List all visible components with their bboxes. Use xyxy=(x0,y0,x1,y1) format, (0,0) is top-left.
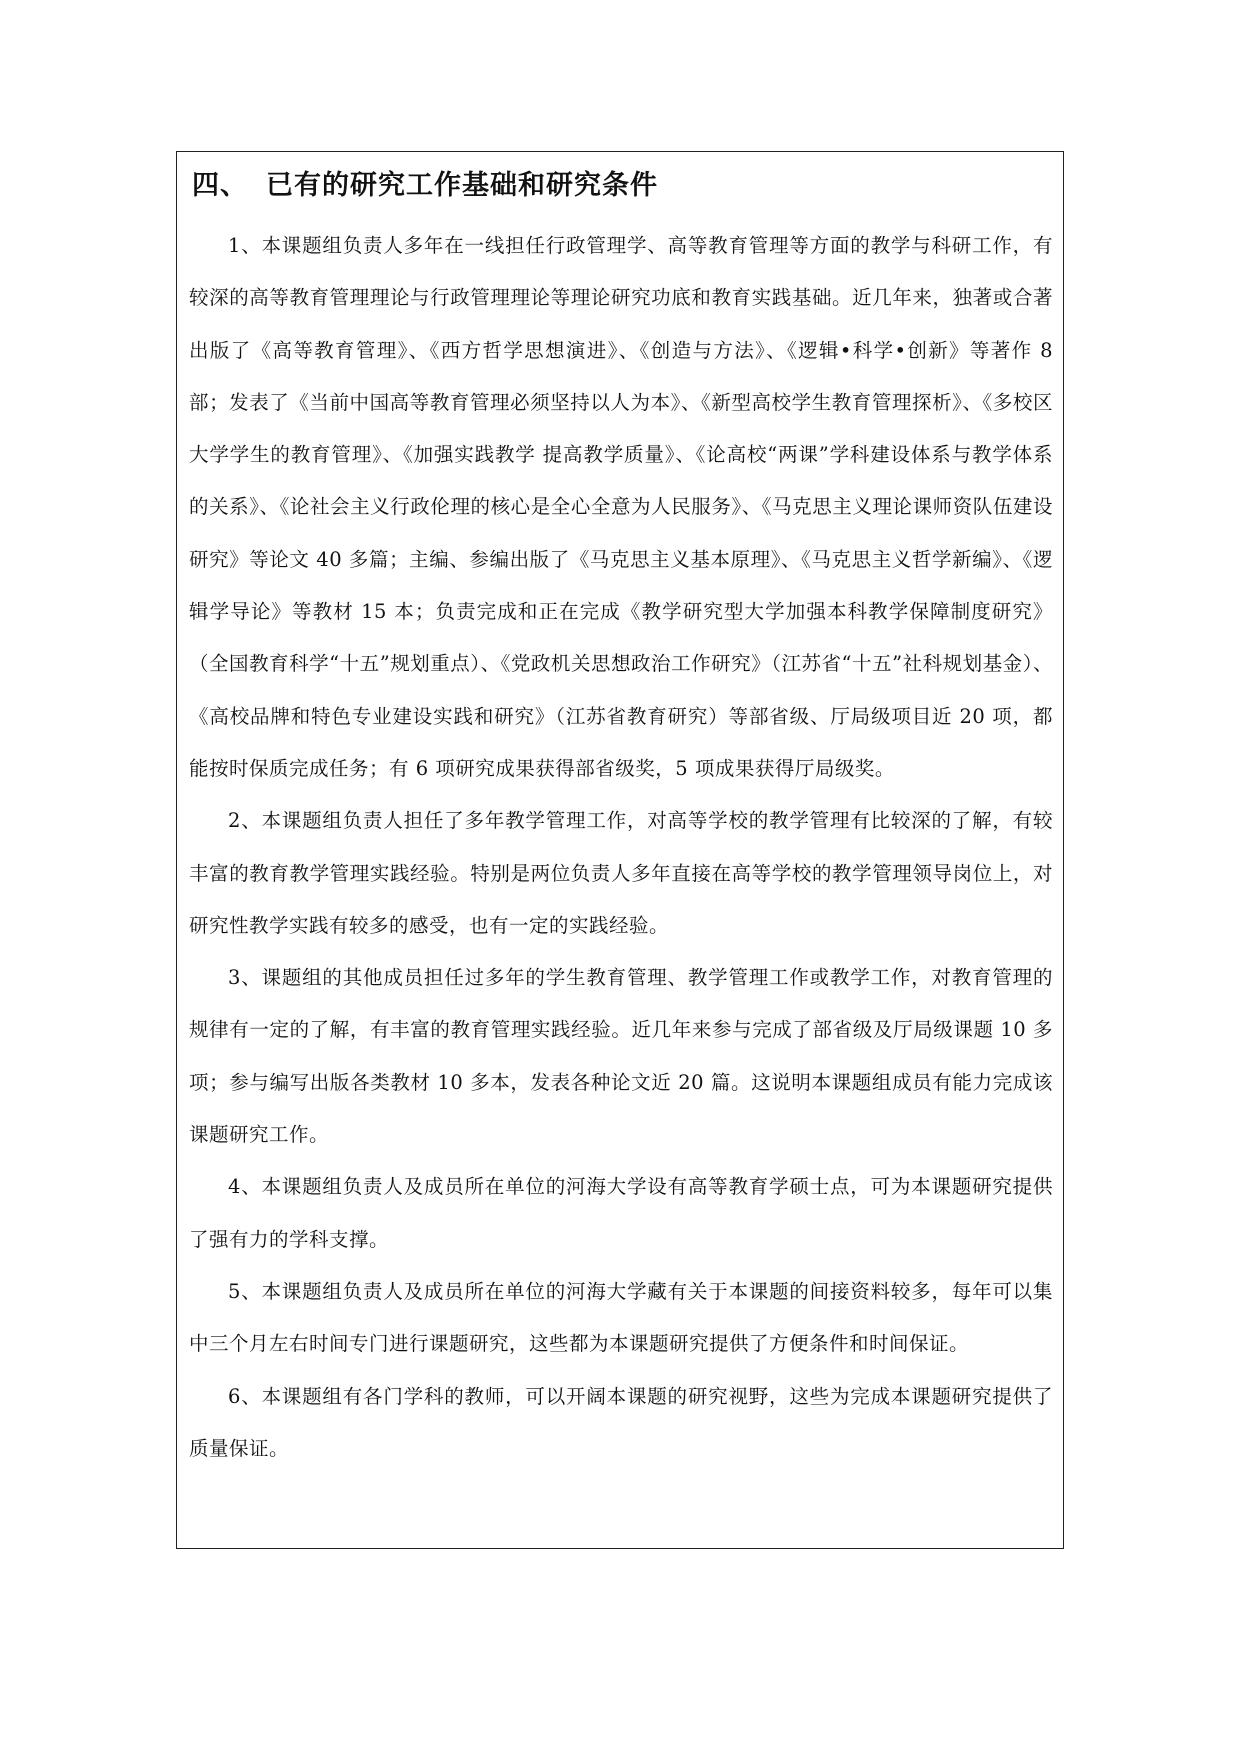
paragraph-4: 4、本课题组负责人及成员所在单位的河海大学设有高等教育学硕士点，可为本课题研究提供了强有力的学科支撑。 xyxy=(189,1175,1053,1251)
section-frame xyxy=(176,151,1064,1549)
paragraph-5: 5、本课题组负责人及成员所在单位的河海大学藏有关于本课题的间接资料较多，每年可以集中三个月左右时间专门进行课题研究，这些都为本课题研究提供了方便条件和时间保证。 xyxy=(189,1279,1053,1356)
paragraph-1: 1、本课题组负责人多年在一线担任行政管理学、高等教育管理等方面的教学与科研工作，有较深的高等教育管理理论与行政管理理论等理论研究功底和教育实践基础。近几年来，独著或合著出版了《高等教育管理》、《西方哲学思想演进》、《创造与方法》、《逻辑•科学•创新》等著作 8 部；发表了《当前中国高等教育管理必须坚持以人为本》、《新型高校学生教育管理探析》、《多校区大学学生的教育管理》、《加强实践教学 提高教学质量》、《论高校“两课”学科建设体系与教学体系的关系》、《论社会主义行政伦理的核心是全心全意为人民服务》、《马克思主义理论课师资队伍建设研究》等论文 40 多篇；主编、参编出版了《马克思主义基本原理》、《马克思主义哲学新编》、《逻辑学导论》等教材 15 本；负责完成和正在完成《教学研究型大学加强本科教学保障制度研究》（全国教育科学“十五”规划重点）、《党政机关思想政治工作研究》（江苏省“十五”社科规划基金）、《高校品牌和特色专业建设实践和研究》（江苏省教育研究）等部省级、厅局级项目近 20 项，都能按时保质完成任务；有 6 项研究成果获得部省级奖，5 项成果获得厅局级奖。 xyxy=(189,234,1053,780)
section-body xyxy=(189,220,1053,1475)
paragraph-3: 3、课题组的其他成员担任过多年的学生教育管理、教学管理工作或教学工作，对教育管理的规律有一定的了解，有丰富的教育管理实践经验。近几年来参与完成了部省级及厅局级课题 10 多项；参与编写出版各类教材 10 多本，发表各种论文近 20 篇。这说明本课题组成员有能力完成该课题研究工作。 xyxy=(189,966,1053,1147)
section-title: 已有的研究工作基础和研究条件 xyxy=(266,170,658,201)
paragraph-6: 6、本课题组有各门学科的教师，可以开阔本课题的研究视野，这些为完成本课题研究提供了质量保证。 xyxy=(189,1384,1053,1460)
paragraph-2: 2、本课题组负责人担任了多年教学管理工作，对高等学校的教学管理有比较深的了解，有较丰富的教育教学管理实践经验。特别是两位负责人多年直接在高等学校的教学管理领导岗位上，对研究性教学实践有较多的感受，也有一定的实践经验。 xyxy=(189,809,1053,937)
section-heading xyxy=(192,166,1052,206)
section-number: 四、 xyxy=(192,170,248,201)
